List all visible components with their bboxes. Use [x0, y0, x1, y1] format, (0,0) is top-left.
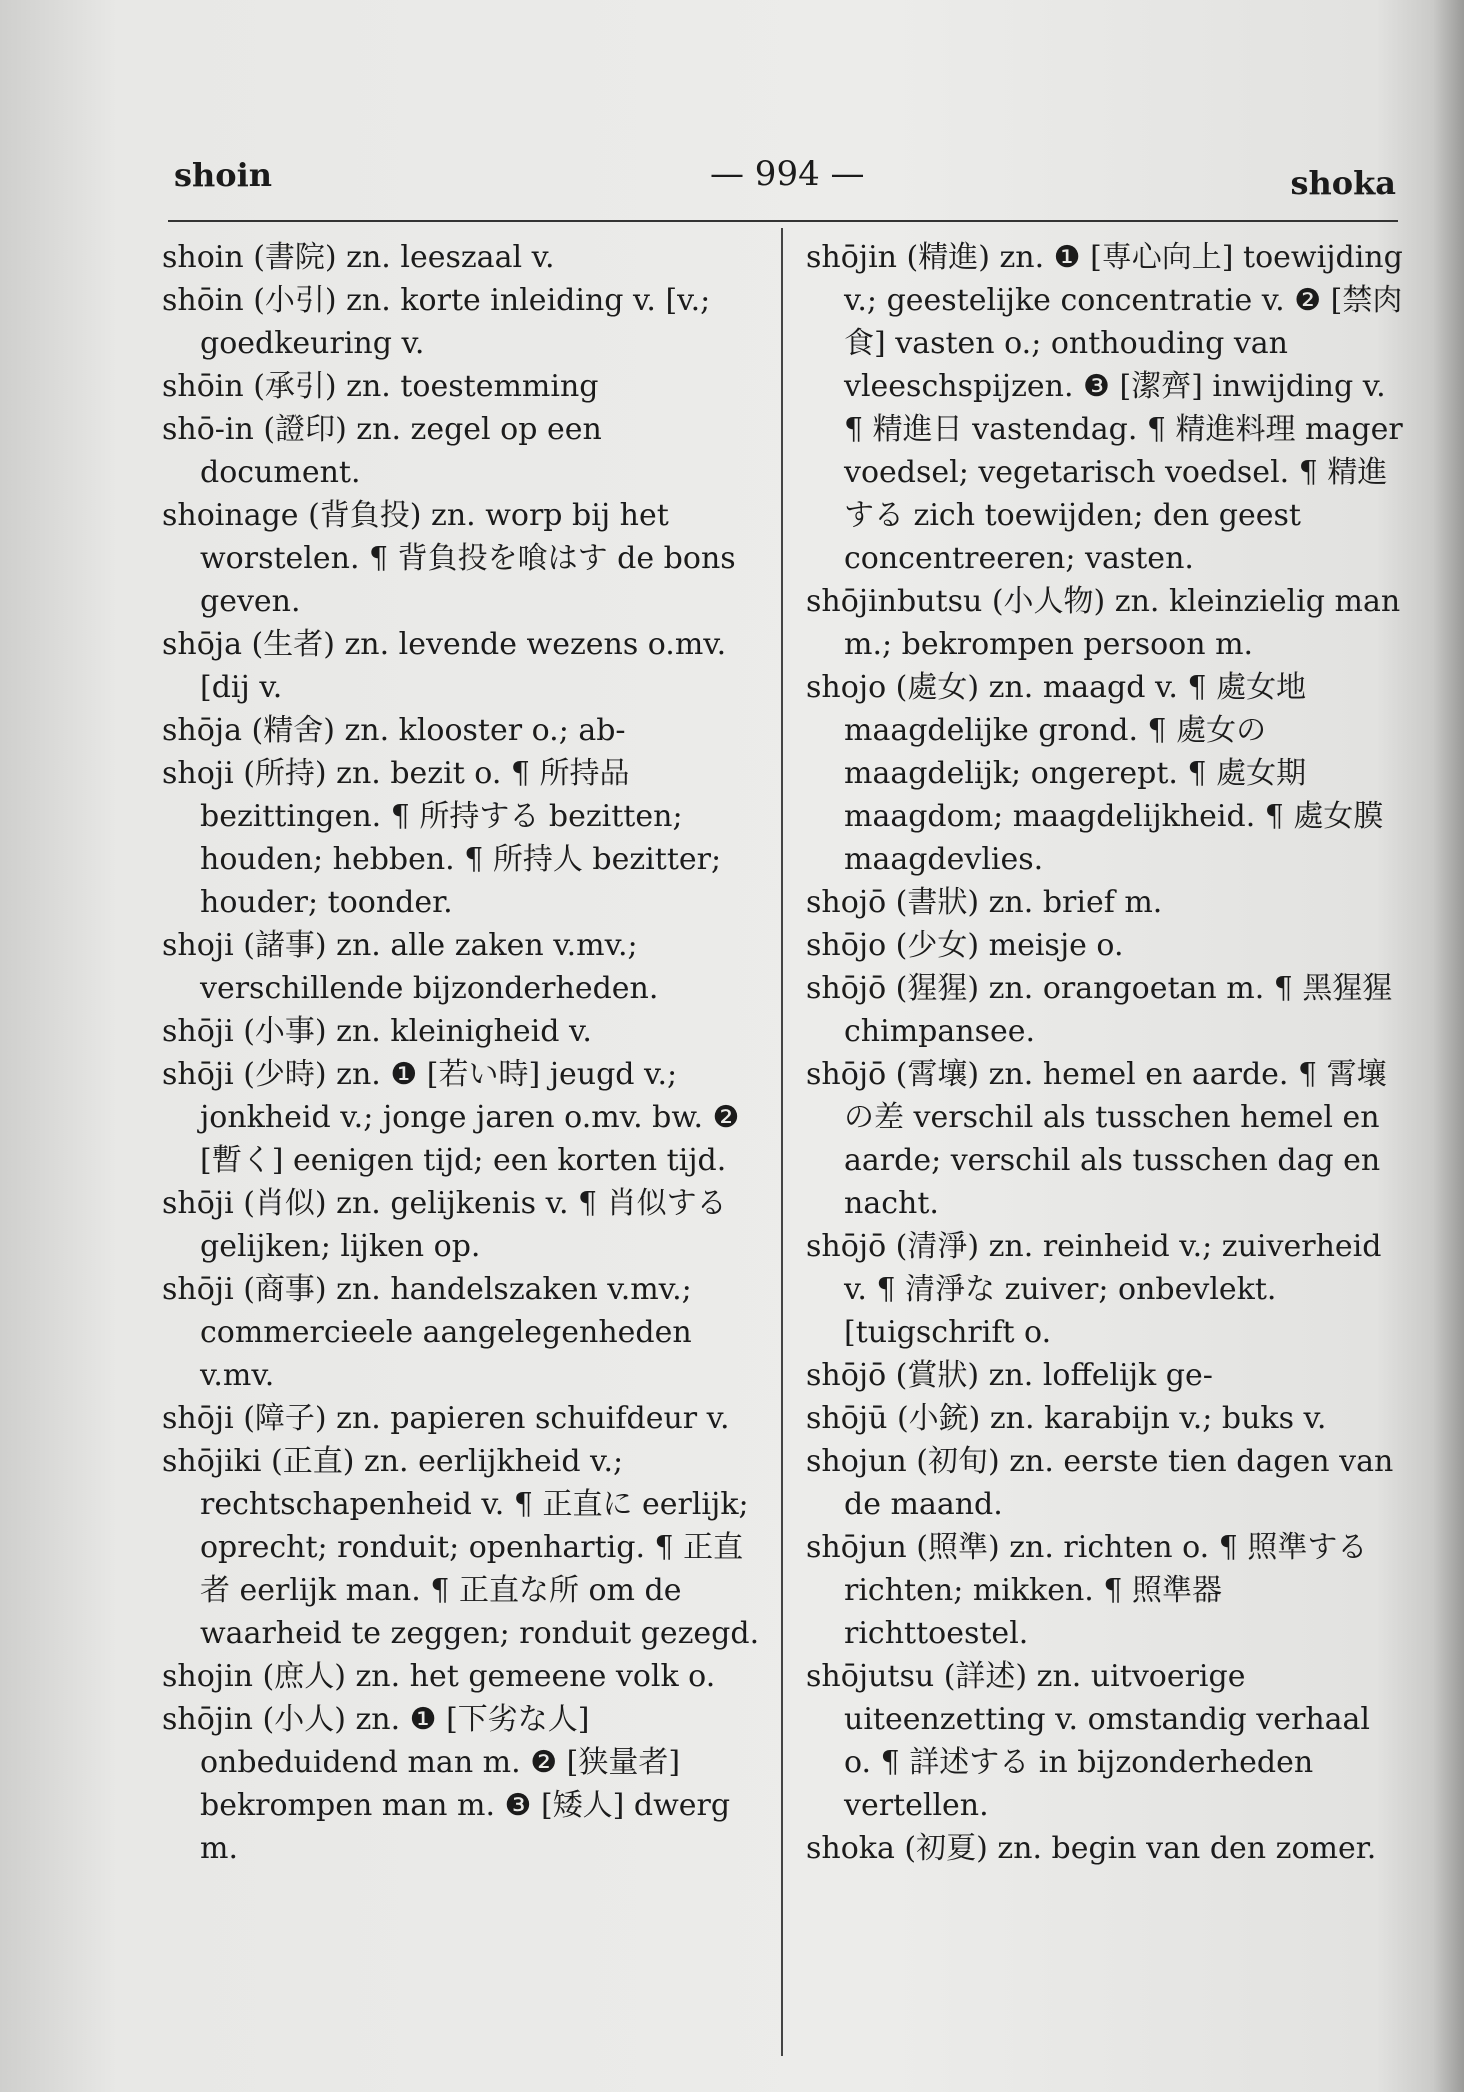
entry-shojin-2: shōjin (小人) zn. ❶ [下劣な人] onbeduidend man m. ❷ [狭量者] bekrompen man m. ❸ [矮人] dwerg m. — [162, 1702, 731, 1866]
entry-shoja-2: shōja (精舍) zn. klooster o.; ab- — [162, 713, 626, 748]
entry-shoin: shoin (書院) zn. leeszaal v. — [162, 240, 555, 275]
entry-shoinage: shoinage (背負投) zn. worp bij het worstelen. ¶ 背負投を喰はす de bons geven. — [162, 498, 736, 619]
entry-shoin-3: shōin (承引) zn. toestemming — [162, 369, 599, 404]
entry-shoka: shoka (初夏) zn. begin van den zomer. — [806, 1831, 1377, 1866]
entry-shoin-2: shōin (小引) zn. korte inleiding v. [v.; goedkeuring v. — [162, 283, 711, 361]
left-column — [162, 236, 762, 1870]
entry-shojo-6: shōjō (清淨) zn. reinheid v.; zuiverheid v. ¶ 清淨な zuiver; onbevlekt. [tuigschrift o. — [806, 1229, 1382, 1350]
entry-shojo-5: shōjō (霄壤) zn. hemel en aarde. ¶ 霄壤の差 verschil als tusschen hemel en aarde; verschil als tusschen dag en nacht. — [806, 1057, 1387, 1221]
entry-shoji-6: shōji (商事) zn. handelszaken v.mv.; commercieele aangelegenheden v.mv. — [162, 1272, 692, 1393]
entry-shoja: shōja (生者) zn. levende wezens o.mv. [dij v. — [162, 627, 727, 705]
entry-shoji-5: shōji (肖似) zn. gelijkenis v. ¶ 肖似する gelijken; lijken op. — [162, 1186, 727, 1264]
entry-shoji-4: shōji (少時) zn. ❶ [若い時] jeugd v.; jonkheid v.; jonge jaren o.mv. bw. ❷ [暫く] eenigen tijd; een korten tijd. — [162, 1057, 740, 1178]
header-left-guideword: shoin — [174, 156, 273, 194]
entry-shojin: shojin (庶人) zn. het gemeene volk o. — [162, 1659, 716, 1694]
entry-shojo-2: shojō (書狀) zn. brief m. — [806, 885, 1163, 920]
entry-shoji: shoji (所持) zn. bezit o. ¶ 所持品 bezittingen. ¶ 所持する bezitten; houden; hebben. ¶ 所持人 bezitter; houder; toonder. — [162, 756, 722, 920]
entry-shojo-7: shōjō (賞狀) zn. loffelijk ge- — [806, 1358, 1213, 1393]
page-header — [170, 150, 1396, 210]
entry-shojo: shojo (處女) zn. maagd v. ¶ 處女地 maagdelijke grond. ¶ 處女の maagdelijk; ongerept. ¶ 處女期 maagdom; maagdelijkheid. ¶ 處女膜 maagdevlies. — [806, 670, 1384, 877]
right-column — [806, 236, 1406, 1870]
entry-shojin-3: shōjin (精進) zn. ❶ [専心向上] toewijding v.; geestelijke concentratie v. ❷ [禁肉食] vasten o.; onthouding van vleeschspijzen. ❸ [潔齊] inwijding v. ¶ 精進日 vastendag. ¶ 精進料理 mager voedsel; vegetarisch voedsel. ¶ 精進する zich toewijden; den geest concentreeren; vasten. — [806, 240, 1403, 576]
header-rule — [168, 220, 1398, 222]
page-number: — 994 — — [710, 154, 865, 194]
entry-sho-in: shō-in (證印) zn. zegel op een document. — [162, 412, 602, 490]
entry-shojo-4: shōjō (猩猩) zn. orangoetan m. ¶ 黑猩猩 chimpansee. — [806, 971, 1393, 1049]
entry-shoji-7: shōji (障子) zn. papieren schuifdeur v. — [162, 1401, 730, 1436]
column-divider — [781, 228, 783, 2056]
header-right-guideword: shoka — [1290, 164, 1396, 202]
entry-shojinbutsu: shōjinbutsu (小人物) zn. kleinzielig man m.; bekrompen persoon m. — [806, 584, 1401, 662]
entry-shoju: shōjū (小銃) zn. karabijn v.; buks v. — [806, 1401, 1327, 1436]
entry-shojiki: shōjiki (正直) zn. eerlijkheid v.; rechtschapenheid v. ¶ 正直に eerlijk; oprecht; ronduit; openhartig. ¶ 正直者 eerlijk man. ¶ 正直な所 om de waarheid te zeggen; ronduit gezegd. — [162, 1444, 760, 1651]
entry-shoji-3: shōji (小事) zn. kleinigheid v. — [162, 1014, 592, 1049]
entry-shojun: shojun (初旬) zn. eerste tien dagen van de maand. — [806, 1444, 1394, 1522]
entry-shojo-3: shōjo (少女) meisje o. — [806, 928, 1124, 963]
book-gutter — [1434, 0, 1464, 2092]
entry-shoji-2: shoji (諸事) zn. alle zaken v.mv.; verschillende bijzonderheden. — [162, 928, 659, 1006]
entry-shojutsu: shōjutsu (詳述) zn. uitvoerige uiteenzetting v. omstandig verhaal o. ¶ 詳述する in bijzonderheden vertellen. — [806, 1659, 1371, 1823]
entry-shojun-2: shōjun (照準) zn. richten o. ¶ 照準する richten; mikken. ¶ 照準器 richttoestel. — [806, 1530, 1368, 1651]
